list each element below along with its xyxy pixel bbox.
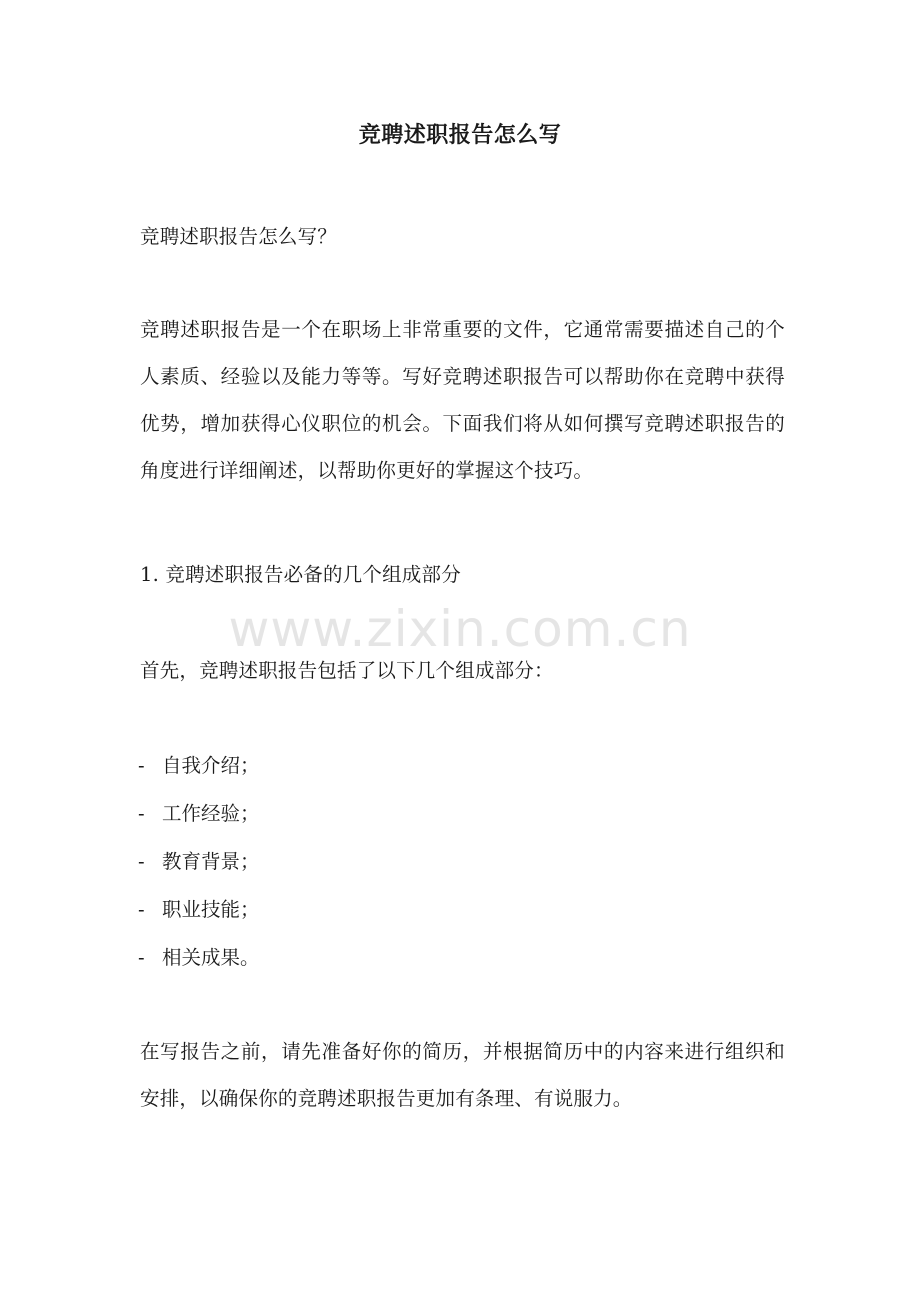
list-item-text: 教育背景； [162,850,260,873]
section-1-lead: 首先，竞聘述职报告包括了以下几个组成部分： [140,659,554,682]
list-item-text: 自我介绍； [162,754,260,777]
subtitle-question: 竞聘述职报告怎么写？ [140,225,338,248]
list-item-text: 相关成果。 [162,946,260,969]
bullet-marker: - [138,850,145,873]
intro-paragraph: 竞聘述职报告是一个在职场上非常重要的文件，它通常需要描述自己的个人素质、经验以及能力等等。写好竞聘述职报告可以帮助你在竞聘中获得优势，增加获得心仪职位的机会。下面我们将从如何撰写竞聘述职报告的角度进行详细阐述，以帮助你更好的掌握这个技巧。 [140,318,785,482]
bullet-marker: - [138,898,145,921]
watermark: www.zixin.com.cn [228,600,692,658]
list-item [138,942,260,970]
closing-paragraph: 在写报告之前，请先准备好你的简历，并根据简历中的内容来进行组织和安排，以确保你的竞聘述职报告更加有条理、有说服力。 [140,1040,785,1110]
list-item-text: 职业技能； [162,898,260,921]
document-title: 竞聘述职报告怎么写 [358,122,562,148]
list-item [138,894,260,922]
list-item [138,750,260,778]
section-1-heading: 1. 竞聘述职报告必备的几个组成部分 [140,563,461,586]
bullet-marker: - [138,946,145,969]
list-item [138,798,260,826]
list-item [138,846,260,874]
list-item-text: 工作经验； [162,802,260,825]
bullet-marker: - [138,754,145,777]
bullet-marker: - [138,802,145,825]
